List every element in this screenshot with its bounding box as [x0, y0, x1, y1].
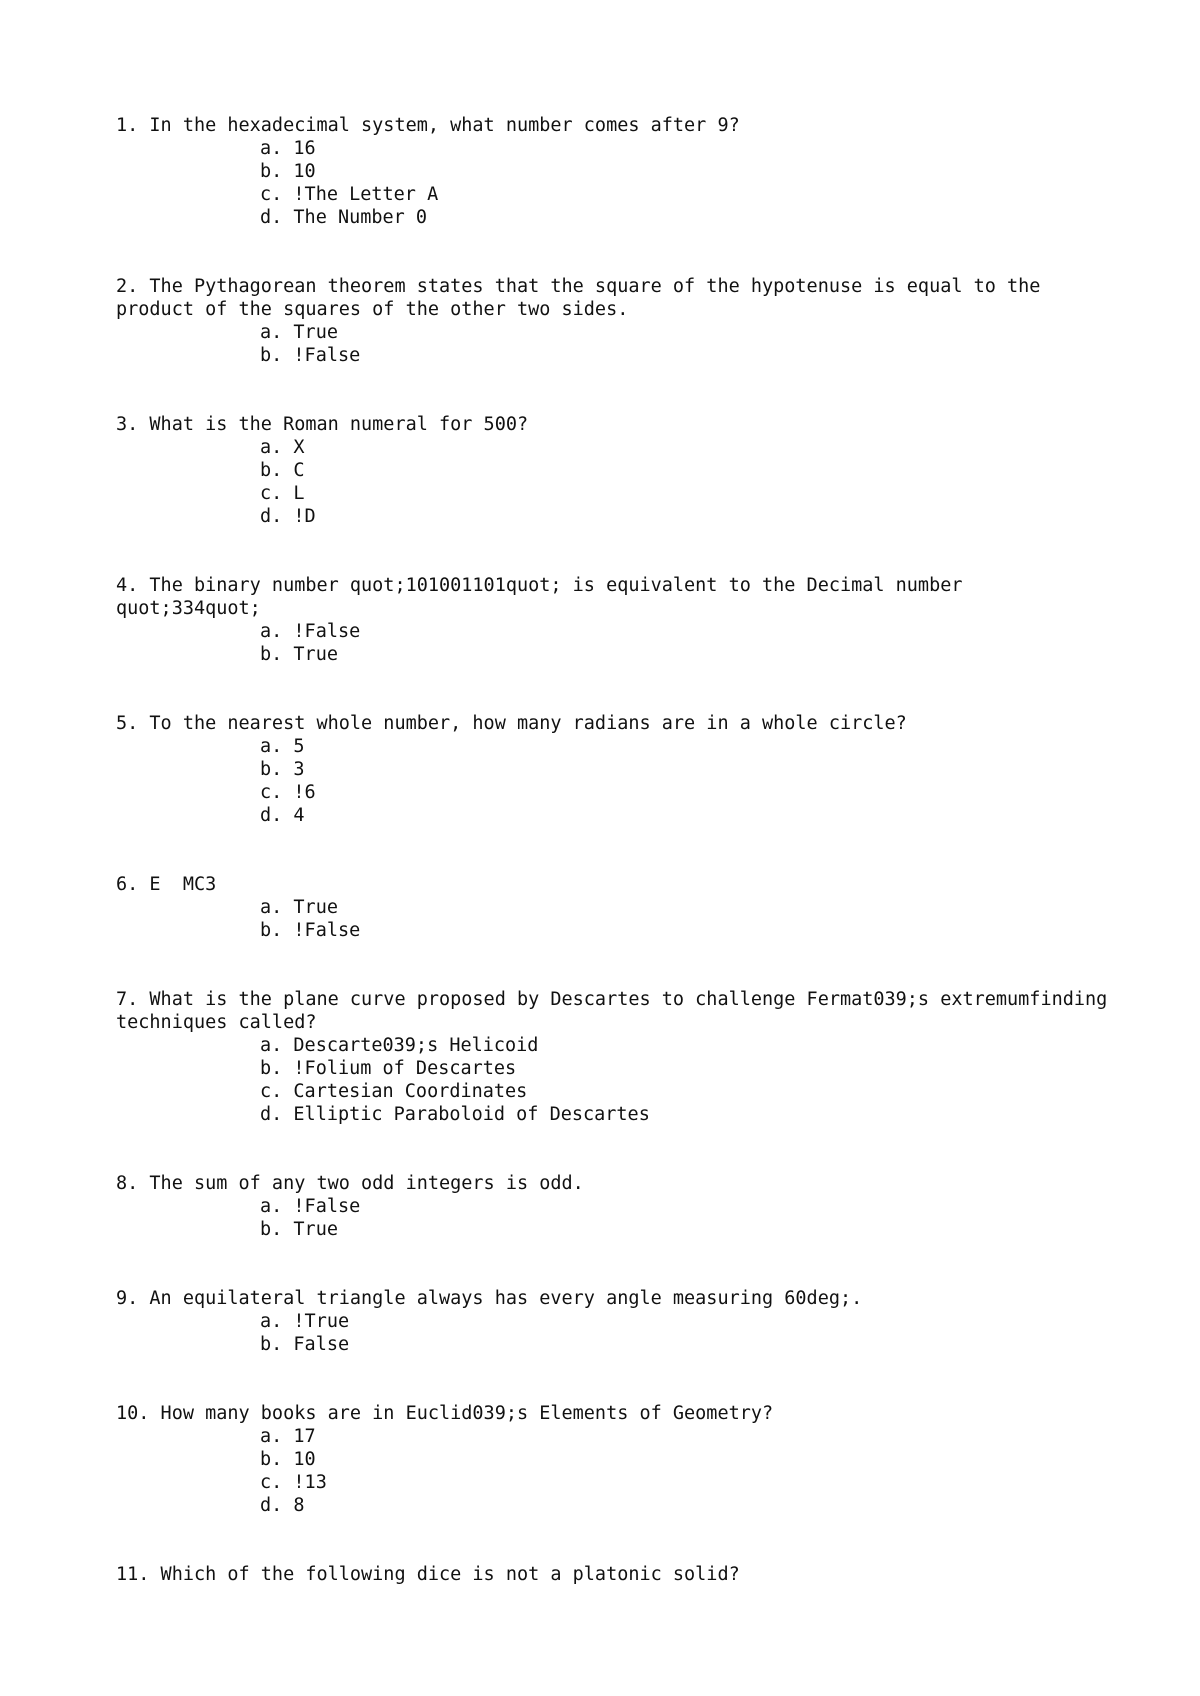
answer-option: a. !False [260, 621, 361, 642]
answer-option: a. True [260, 322, 338, 343]
answer-option: d. 8 [260, 1495, 305, 1516]
answer-option: a. !False [260, 1196, 361, 1217]
answer-option: a. Descarte039;s Helicoid [260, 1035, 539, 1056]
question-prompt: 7. What is the plane curve proposed by Descartes to challenge Fermat039;s extremumfinding techniques called? [116, 989, 1119, 1033]
question-prompt: 10. How many books are in Euclid039;s Elements of Geometry? [116, 1403, 774, 1424]
answer-option: b. !False [260, 920, 361, 941]
answer-option: a. 5 [260, 736, 305, 757]
answer-list [116, 436, 1116, 528]
question-list [116, 114, 1119, 1632]
answer-list [116, 137, 1116, 229]
question-item [116, 574, 1116, 666]
answer-option: b. False [260, 1334, 350, 1355]
question-item [116, 712, 1116, 827]
question-item [116, 1402, 1116, 1517]
question-item [116, 114, 1116, 229]
question-prompt: 1. In the hexadecimal system, what number comes after 9? [116, 115, 740, 136]
answer-list [116, 620, 1116, 666]
question-item [116, 1287, 1116, 1356]
question-item [116, 275, 1116, 367]
question-prompt: 11. Which of the following dice is not a platonic solid? [116, 1564, 740, 1585]
question-item [116, 873, 1116, 942]
question-prompt: 6. E MC3 [116, 874, 217, 895]
answer-list [116, 896, 1116, 942]
answer-list [116, 735, 1116, 827]
answer-option: b. 10 [260, 161, 316, 182]
answer-option: d. !D [260, 506, 316, 527]
question-prompt: 9. An equilateral triangle always has every angle measuring 60deg;. [116, 1288, 863, 1309]
answer-list [116, 1425, 1116, 1517]
answer-option: c. L [260, 483, 305, 504]
question-prompt: 5. To the nearest whole number, how many radians are in a whole circle? [116, 713, 907, 734]
answer-option: b. !Folium of Descartes [260, 1058, 517, 1079]
answer-list [116, 1195, 1116, 1241]
answer-option: c. !13 [260, 1472, 327, 1493]
answer-option: a. True [260, 897, 338, 918]
question-prompt: 2. The Pythagorean theorem states that the square of the hypotenuse is equal to the product of the squares of the other two sides. [116, 276, 1052, 320]
question-item [116, 988, 1119, 1126]
question-prompt: 8. The sum of any two odd integers is odd. [116, 1173, 584, 1194]
answer-option: b. C [260, 460, 305, 481]
answer-option: a. 16 [260, 138, 316, 159]
question-prompt: 4. The binary number quot;101001101quot; is equivalent to the Decimal number quot;334quot; [116, 575, 974, 619]
answer-option: c. !6 [260, 782, 316, 803]
answer-option: a. 17 [260, 1426, 316, 1447]
question-item [116, 1563, 1116, 1586]
answer-option: b. True [260, 644, 338, 665]
answer-option: b. True [260, 1219, 338, 1240]
question-item [116, 1172, 1116, 1241]
answer-option: b. 3 [260, 759, 305, 780]
question-item [116, 413, 1116, 528]
question-prompt: 3. What is the Roman numeral for 500? [116, 414, 529, 435]
answer-option: d. Elliptic Paraboloid of Descartes [260, 1104, 650, 1125]
answer-list [116, 1310, 1116, 1356]
answer-option: d. 4 [260, 805, 305, 826]
answer-list [116, 321, 1116, 367]
answer-option: a. !True [260, 1311, 350, 1332]
answer-option: d. The Number 0 [260, 207, 428, 228]
answer-option: c. !The Letter A [260, 184, 439, 205]
answer-option: b. !False [260, 345, 361, 366]
answer-option: b. 10 [260, 1449, 316, 1470]
answer-option: c. Cartesian Coordinates [260, 1081, 528, 1102]
answer-list [116, 1034, 1116, 1126]
answer-option: a. X [260, 437, 305, 458]
